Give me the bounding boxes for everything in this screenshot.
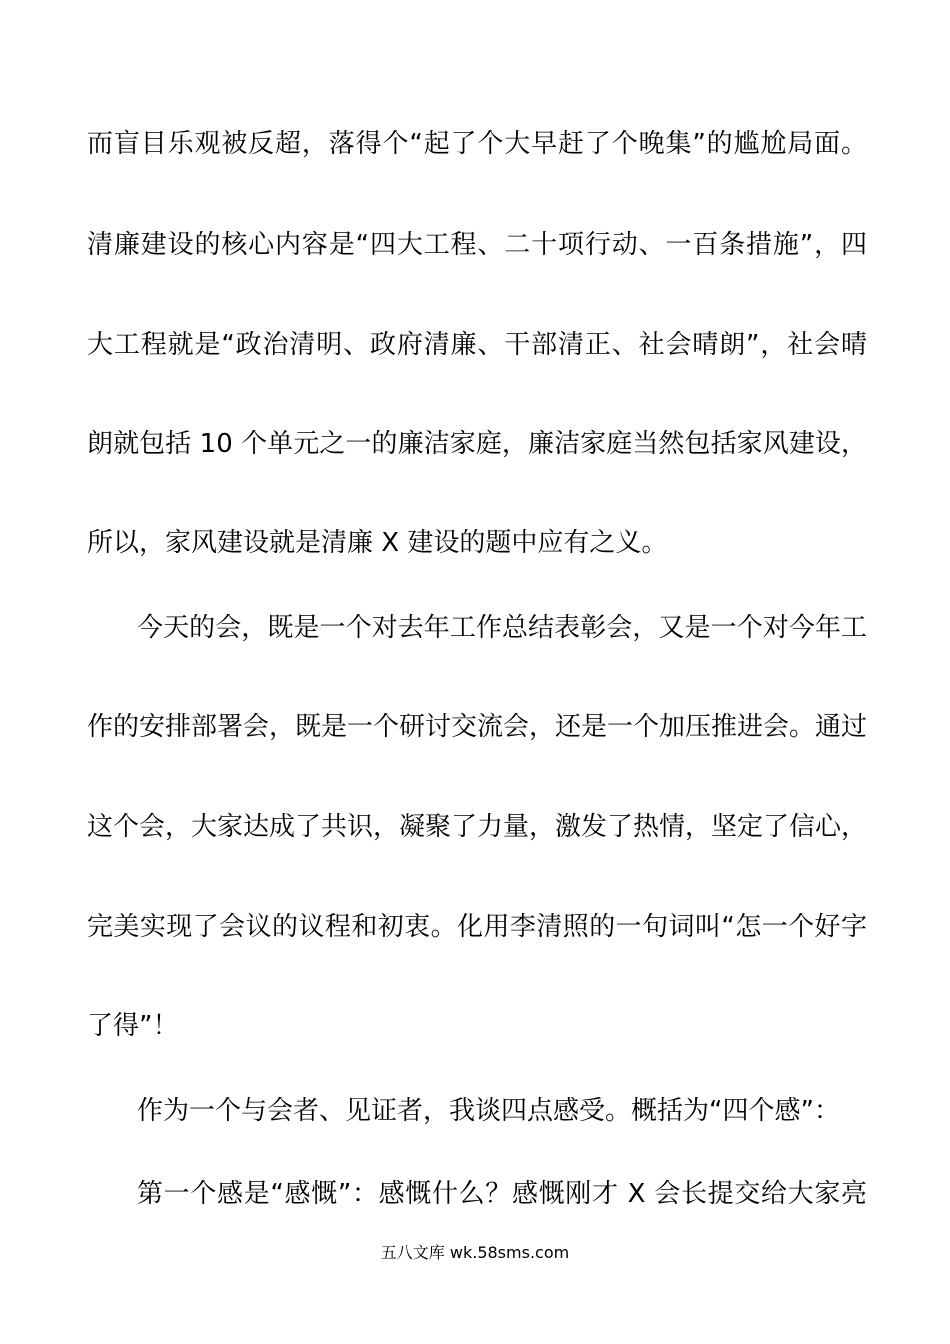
paragraph-line: 作的安排部署会，既是一个研讨交流会，还是一个加压推进会。通过 (87, 712, 868, 742)
footer-watermark: 五八文库 wk.58sms.com (380, 1243, 570, 1262)
paragraph-line: 了得”！ (87, 1011, 179, 1041)
paragraph-line: 完美实现了会议的议程和初衷。化用李清照的一句词叫“怎一个好字 (87, 912, 867, 942)
paragraph-line: 这个会，大家达成了共识，凝聚了力量，激发了热情，坚定了信心， (87, 812, 868, 842)
paragraph-line: 大工程就是“政治清明、政府清廉、干部清正、社会晴朗”，社会晴 (87, 330, 867, 360)
paragraph-line: 清廉建设的核心内容是“四大工程、二十项行动、一百条措施”，四 (87, 230, 867, 260)
paragraph-line: 今天的会，既是一个对去年工作总结表彰会，又是一个对今年工 (137, 613, 867, 643)
paragraph-line: 朗就包括 10 个单元之一的廉洁家庭，廉洁家庭当然包括家风建设， (87, 429, 867, 459)
paragraph-line: 作为一个与会者、见证者，我谈四点感受。概括为“四个感”： (137, 1096, 840, 1126)
paragraph-line: 所以，家风建设就是清廉 X 建设的题中应有之义。 (87, 528, 668, 558)
paragraph-line: 而盲目乐观被反超，落得个“起了个大早赶了个晚集”的尴尬局面。 (87, 129, 867, 159)
paragraph-line: 第一个感是“感慨”：感慨什么？感慨刚才 X 会长提交给大家亮 (137, 1179, 867, 1209)
